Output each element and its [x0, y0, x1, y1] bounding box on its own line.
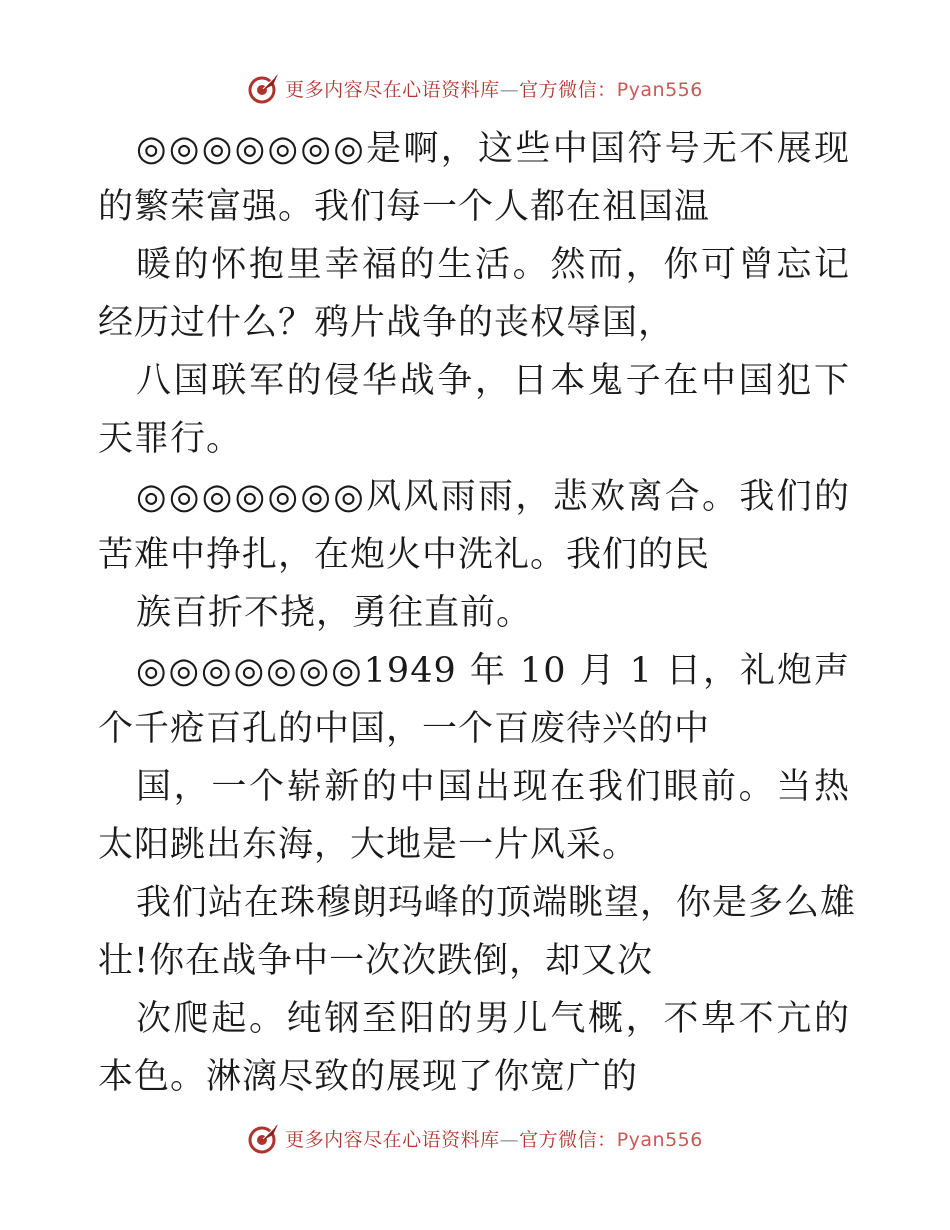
text-line: 苦难中挣扎，在炮火中洗礼。我们的民 [98, 535, 711, 575]
text-line: 八国联军的侵华战争，日本鬼子在中国犯下 [136, 361, 850, 401]
text-line: ◎◎◎◎◎◎◎是啊，这些中国符号无不展现 [136, 129, 850, 169]
text-line: 天罪行。 [98, 419, 243, 459]
watermark-dash: — [499, 78, 520, 101]
text-line: 我们站在珠穆朗玛峰的顶端眺望，你是多么雄 [136, 883, 857, 923]
text-line: 暖的怀抱里幸福的生活。然而，你可曾忘记 [136, 245, 850, 285]
quill-logo-icon [247, 71, 281, 105]
watermark-wechat: Pyan556 [616, 78, 703, 101]
text-line: ◎◎◎◎◎◎◎风风雨雨，悲欢离合。我们的 [136, 477, 850, 517]
watermark-main: 更多内容尽在心语资料库 [285, 1128, 500, 1151]
document-body [98, 120, 857, 1106]
text-line: 本色。淋漓尽致的展现了你宽广的 [98, 1057, 639, 1097]
watermark-text [285, 75, 703, 102]
footer-watermark [0, 1118, 950, 1158]
watermark-wechat: Pyan556 [616, 1128, 703, 1151]
text-line: 国，一个崭新的中国出现在我们眼前。当热 [136, 767, 850, 807]
text-line: 个千疮百孔的中国，一个百废待兴的中 [98, 709, 711, 749]
text-line: 的繁荣富强。我们每一个人都在祖国温 [98, 187, 711, 227]
text-line: ◎◎◎◎◎◎◎1949 年 10 月 1 日，礼炮声 [136, 651, 850, 691]
watermark-label: 官方微信： [519, 78, 617, 101]
watermark-dash: — [499, 1128, 520, 1151]
watermark-text [285, 1125, 703, 1152]
text-line: 经历过什么？鸦片战争的丧权辱国， [98, 303, 675, 343]
text-line: 太阳跳出东海，大地是一片风采。 [98, 825, 639, 865]
text-line: 壮!你在战争中一次次跌倒，却又次 [98, 941, 654, 981]
quill-logo-icon [247, 1121, 281, 1155]
header-watermark [0, 68, 950, 108]
watermark-main: 更多内容尽在心语资料库 [285, 78, 500, 101]
text-line: 族百折不挠，勇往直前。 [136, 593, 533, 633]
text-line: 次爬起。纯钢至阳的男儿气概，不卑不亢的 [136, 999, 850, 1039]
watermark-label: 官方微信： [519, 1128, 617, 1151]
